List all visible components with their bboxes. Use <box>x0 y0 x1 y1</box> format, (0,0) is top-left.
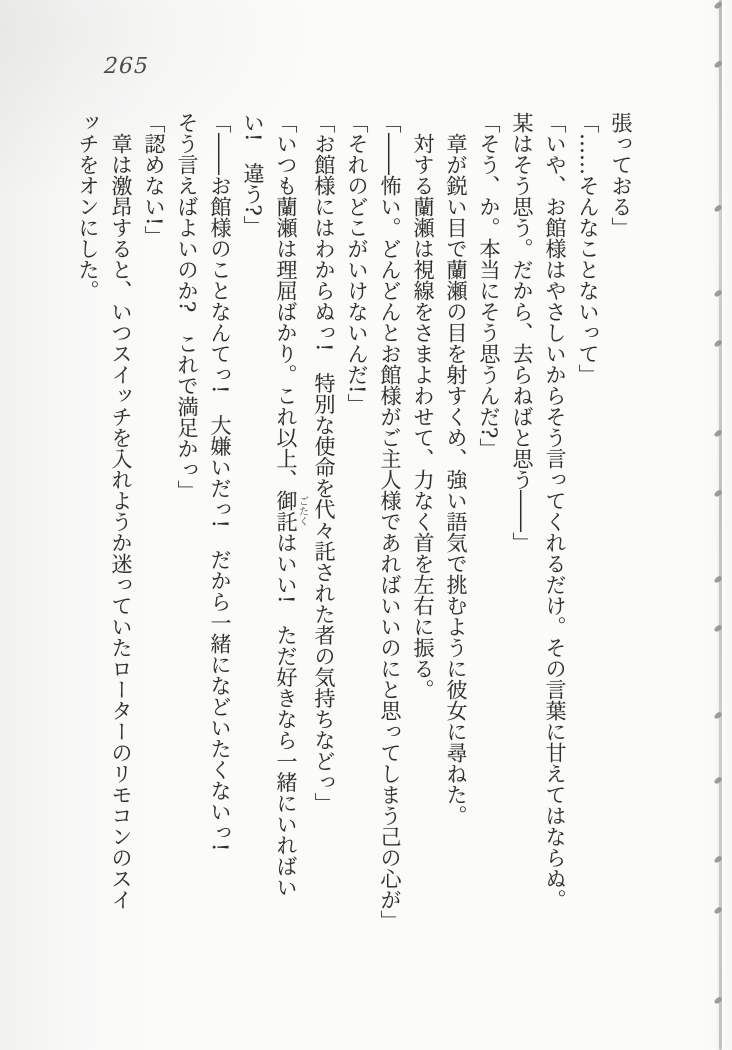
text-line: 「そう、か。本当にそう思うんだ?」 <box>477 112 501 460</box>
text-line: 「……そんなことないって」 <box>576 112 600 385</box>
text-line: 某はそう思う。だから、去らねばと思う――」 <box>510 112 534 553</box>
text-line: 章が鋭い目で蘭瀬の目を射すくめ、強い語気で挑むように彼女に尋ねた。 <box>444 112 468 826</box>
furigana-gotaku <box>274 490 308 532</box>
text-line: そう言えばよいのか? これで満足かっ」 <box>175 112 199 502</box>
text-segment: 「いつも蘭瀬は理屈ばかり。これ以上、 <box>274 112 298 490</box>
ruby-text: ごたく <box>296 490 308 532</box>
text-line: ッチをオンにした。 <box>76 112 100 301</box>
ruby-base: 御託 <box>274 490 298 532</box>
page-text <box>71 112 637 957</box>
text-line: 「――お館様のことなんてっ! 大嫌いだっ! だから一緒になどいたくないっ! <box>208 112 232 852</box>
text-line: 「それのどこがいけないんだ!」 <box>345 112 369 415</box>
page-edge-line <box>719 0 722 1050</box>
text-line: 「認めない!」 <box>142 112 166 247</box>
text-line: 対する蘭瀬は視線をさまよわせて、力なく首を左右に振る。 <box>411 112 435 700</box>
page-number: 265 <box>103 54 150 79</box>
text-line: 章は激昂すると、いつスイッチを入れようか迷っていたローターのリモコンのスイ <box>109 112 133 910</box>
text-segment: はいい! ただ好きなら一緒にいればい <box>274 532 298 898</box>
text-line: 「いや、お館様はやさしいからそう言ってくれるだけ。その言葉に甘えてはならぬ。 <box>543 112 567 910</box>
text-line: 張っておる」 <box>609 112 633 238</box>
text-line: い! 違う?」 <box>241 112 265 237</box>
text-line: 「――怖い。どんどんとお館様がご主人様であればいいのにと思ってしまう己の心が」 <box>378 112 402 931</box>
text-line <box>269 112 307 957</box>
text-line: 「お館様にはわからぬっ! 特別な使命を代々託された者の気持ちなどっ」 <box>312 112 336 814</box>
